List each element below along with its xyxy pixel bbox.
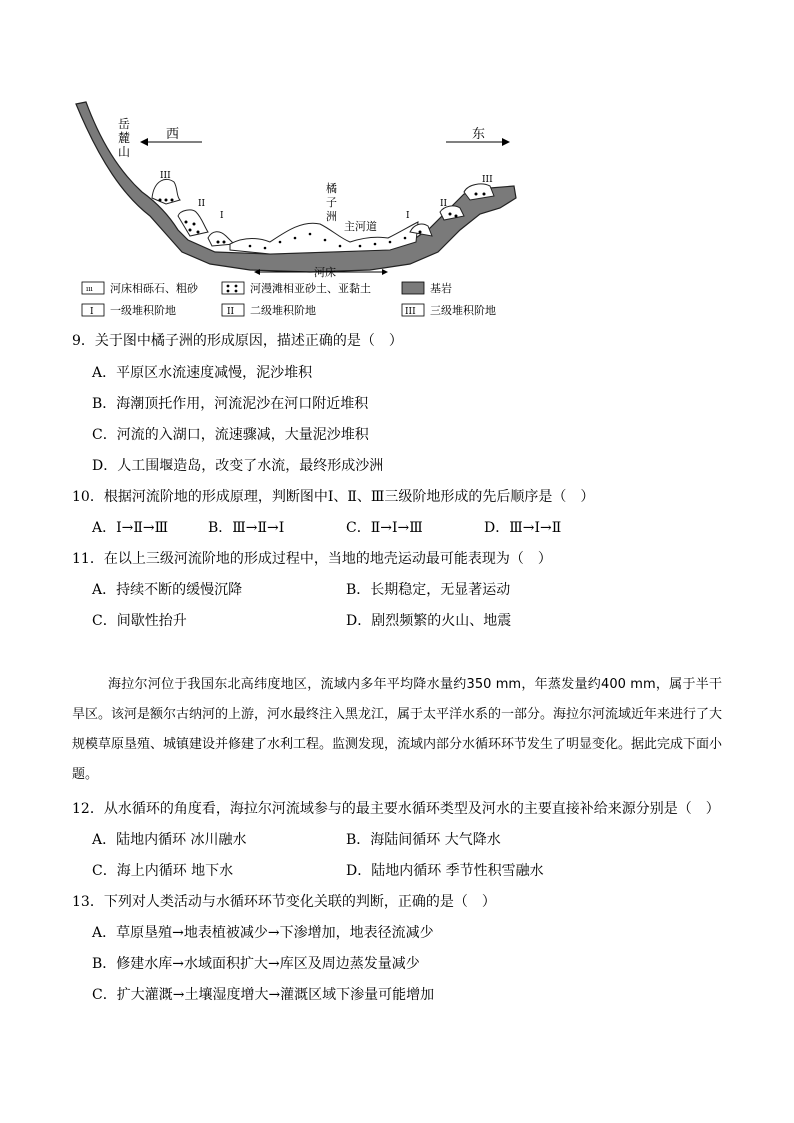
terrace-label-iii-right: III [482,175,493,185]
q11-option-a[interactable]: A．持续不断的缓慢沉降 [92,582,243,598]
reading-passage: 海拉尔河位于我国东北高纬度地区，流域内多年平均降水量约350 mm，年蒸发量约400 mm，属于半干旱区。该河是额尔古纳河的上游，河水最终注入黑龙江，属于太平洋水系的一部分。海拉尔河流域近年来进行了大规模草原垦殖、城镇建设并修建了水利工程。监测发现，流域内部分水循环环节发生了明显变化。据此完成下面小题。 [72,677,723,782]
riverbed-label: 河床 [314,266,336,279]
legend-t3: 三级堆积阶地 [430,304,496,317]
svg-text:ııı: ııı [86,285,93,293]
terrace-label-iii-left: III [160,171,171,181]
question-12-stem: 12．从水循环的角度看，海拉尔河流域参与的最主要水循环类型及河水的主要直接补给来源分别是（ ） [72,801,720,817]
q13-option-a[interactable]: A．草原垦殖→地表植被减少→下渗增加，地表径流减少 [92,925,434,941]
q12-option-b[interactable]: B．海陆间循环 大气降水 [346,832,501,848]
q11-option-b[interactable]: B．长期稳定，无显著运动 [346,582,511,598]
legend-t2: 二级堆积阶地 [250,304,316,317]
river-terrace-diagram [70,92,520,324]
east-label: 东 [472,127,486,142]
question-9-stem: 9．关于图中橘子洲的形成原因，描述正确的是（ ） [72,333,403,349]
mountain-label: 岳麓山 [118,117,131,159]
terrace-label-ii-left: II [198,199,206,209]
legend-bedrock: 基岩 [430,282,452,295]
q11-option-c[interactable]: C．间歇性抬升 [92,613,187,629]
q10-option-c[interactable]: C．Ⅱ→Ⅰ→Ⅲ [346,520,423,536]
q10-option-b[interactable]: B．Ⅲ→Ⅱ→Ⅰ [208,520,285,536]
main-channel-label: 主河道 [344,220,377,233]
question-13-stem: 13．下列对人类活动与水循环环节变化关联的判断，正确的是（ ） [72,894,496,910]
q10-option-d[interactable]: D．Ⅲ→Ⅰ→Ⅱ [484,520,562,536]
q12-option-c[interactable]: C．海上内循环 地下水 [92,863,234,879]
q12-option-d[interactable]: D．陆地内循环 季节性积雪融水 [346,863,544,879]
svg-text:III: III [405,307,416,317]
terrace-label-ii-right: II [440,199,448,209]
island-label: 橘子洲 [326,182,337,223]
q9-option-b[interactable]: B．海潮顶托作用，河流泥沙在河口附近堆积 [92,396,369,412]
west-label: 西 [166,127,180,142]
q13-option-c[interactable]: C．扩大灌溉→土壤湿度增大→灌溉区域下渗量可能增加 [92,987,435,1003]
q9-option-a[interactable]: A．平原区水流速度减慢，泥沙堆积 [92,365,313,381]
svg-text:II: II [227,307,235,317]
q10-option-a[interactable]: A．Ⅰ→Ⅱ→Ⅲ [92,520,169,536]
q13-option-b[interactable]: B．修建水库→水域面积扩大→库区及周边蒸发量减少 [92,956,420,972]
legend-t1: 一级堆积阶地 [110,304,176,317]
floodplain-deposits [230,222,418,254]
legend-floodplain: 河漫滩相亚砂土、亚黏土 [250,282,371,295]
legend-gravel: 河床相砾石、粗砂 [110,282,198,295]
q11-option-d[interactable]: D．剧烈频繁的火山、地震 [346,613,512,629]
terrace-label-i-right: I [406,211,410,221]
svg-text:I: I [90,307,94,317]
q12-option-a[interactable]: A．陆地内循环 冰川融水 [92,832,247,848]
question-11-stem: 11．在以上三级河流阶地的形成过程中，当地的地壳运动最可能表现为（ ） [72,551,552,567]
terrace-label-i-left: I [220,211,224,221]
question-10-stem: 10．根据河流阶地的形成原理，判断图中Ⅰ、Ⅱ、Ⅲ三级阶地形成的先后顺序是（ ） [72,489,595,505]
q9-option-c[interactable]: C．河流的入湖口，流速骤减，大量泥沙堆积 [92,427,369,443]
q9-option-d[interactable]: D．人工围堰造岛，改变了水流，最终形成沙洲 [92,458,384,474]
